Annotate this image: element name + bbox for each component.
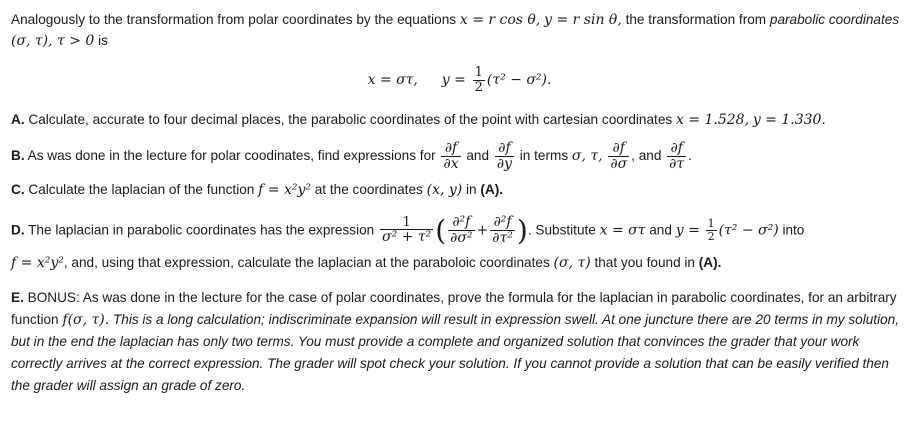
part-c [11, 180, 908, 201]
part-e-text-2: This is a long calculation; indiscriminate expansion will result in expression swell. At one juncture there are 20 terms in my solution, but in the end the laplacian has only two terms. You must provide a complete and organized solution that convinces the grader that your work correctly arrives at the correct expression. The grader will spot check your solution. If you cannot provide a solution that can be easily verified then the grader will assign an grade of zero. [11, 311, 899, 394]
part-d-and: and [649, 221, 672, 237]
part-d-text-3: into [782, 221, 805, 237]
part-e-label: E. [11, 289, 24, 305]
part-c-text-1: Calculate the laplacian of the function [28, 181, 255, 197]
part-c-text-2: at the coordinates [314, 181, 423, 197]
part-c-function: f = x²y² [258, 181, 311, 198]
fraction-numerator: ∂²f [448, 215, 474, 231]
part-d-half-fraction [706, 218, 717, 242]
part-a-text: Calculate, accurate to four decimal places, the parabolic coordinates of the point with cartesian coordinates [28, 112, 673, 128]
df-dsigma-fraction [608, 141, 629, 171]
part-b-text-1: As was done in the lecture for polar coodinates, find expressions for [27, 148, 436, 164]
polar-y-equation: y = r sin θ, [544, 12, 622, 28]
display-x-equation: x = στ, [367, 72, 418, 89]
fraction-numerator: 1 [474, 65, 483, 80]
fraction-numerator: 1 [380, 216, 433, 231]
part-d-text-2: . Substitute [527, 221, 596, 237]
display-y-rhs: (τ² − σ²). [486, 72, 552, 89]
display-equation [11, 66, 908, 94]
fraction-denominator: ∂σ [610, 155, 628, 172]
part-d-sub-x: x = στ [599, 221, 646, 238]
part-e [11, 287, 908, 398]
fraction-numerator: ∂f [667, 141, 686, 157]
fraction-denominator: ∂τ² [492, 229, 513, 246]
intro-text-is: is [98, 33, 108, 48]
part-d-text-1: The laplacian in parabolic coordinates has the expression [28, 221, 375, 237]
df-dx-fraction [441, 141, 460, 171]
part-e-text-1: BONUS: As was done in the lecture for the case of polar coordinates, prove the formula for the laplacian in parabolic coordinates, for an arbitrary function [11, 289, 897, 327]
laplacian-prefactor [380, 216, 433, 245]
polar-x-equation: x = r cos θ, [459, 12, 541, 28]
display-y-prefix: y = [441, 72, 466, 89]
df-dtau-fraction [667, 141, 686, 171]
plus-sign: + [476, 221, 489, 238]
part-b-text-2: in terms [519, 148, 569, 164]
part-a [11, 110, 908, 131]
part-a-x-value: x = 1.528, [675, 112, 750, 129]
d2f-dsigma2-fraction [448, 215, 474, 245]
fraction-numerator: 1 [707, 217, 715, 231]
part-d-coords: (σ, τ) [553, 255, 591, 272]
part-c-ref: (A). [480, 181, 504, 197]
part-d-label: D. [11, 221, 25, 237]
intro-paragraph [11, 10, 908, 52]
intro-text-parabolic: parabolic coordinates [769, 12, 900, 27]
fraction-denominator: 2 [707, 229, 715, 243]
display-half-fraction [473, 66, 485, 94]
df-dy-fraction [495, 141, 514, 171]
intro-text-1: Analogously to the transformation from polar coordinates by the equations [11, 12, 457, 27]
part-b-and-1: and [466, 148, 490, 164]
part-b-end: . [688, 148, 692, 164]
part-a-label: A. [11, 112, 25, 128]
fraction-denominator: ∂τ [669, 155, 685, 172]
fraction-denominator: 2 [474, 79, 483, 95]
part-b-and-2: and [638, 148, 662, 164]
fraction-denominator: σ² + τ² [382, 229, 432, 246]
part-d-sub-y-rest: (τ² − σ²) [718, 221, 779, 238]
fraction-numerator: ∂f [495, 141, 514, 157]
part-a-y-value: y = 1.330. [752, 112, 826, 129]
part-d-function: f = x²y² [11, 255, 64, 272]
part-d-text-4: , and, using that expression, calculate the laplacian at the paraboloic coordinates [63, 255, 550, 271]
fraction-numerator: ∂f [441, 141, 460, 157]
part-c-label: C. [11, 181, 25, 197]
part-e-function: f(σ, τ). [62, 311, 110, 328]
fraction-denominator: ∂x [443, 155, 459, 172]
part-b-label: B. [11, 148, 25, 164]
left-paren: ( [435, 213, 447, 247]
right-paren: ) [516, 213, 528, 247]
part-c-coords: (x, y) [426, 181, 463, 198]
fraction-numerator: ∂f [608, 141, 629, 157]
parabolic-coords: (σ, τ), τ > 0 [11, 33, 95, 49]
fraction-denominator: ∂y [496, 155, 512, 172]
part-d-ref: (A). [698, 255, 722, 271]
part-b-comma: , [631, 148, 635, 164]
part-b [11, 141, 908, 171]
intro-text-2: the transformation from [625, 12, 767, 27]
d2f-dtau2-fraction [490, 215, 515, 245]
part-c-text-3: in [466, 181, 477, 197]
part-b-vars: σ, τ, [571, 148, 603, 165]
fraction-numerator: ∂²f [490, 215, 515, 231]
part-d-text-5: that you found in [594, 255, 695, 271]
part-d-sub-y-prefix: y = [675, 221, 700, 238]
part-d [11, 209, 908, 275]
fraction-denominator: ∂σ² [450, 229, 473, 246]
